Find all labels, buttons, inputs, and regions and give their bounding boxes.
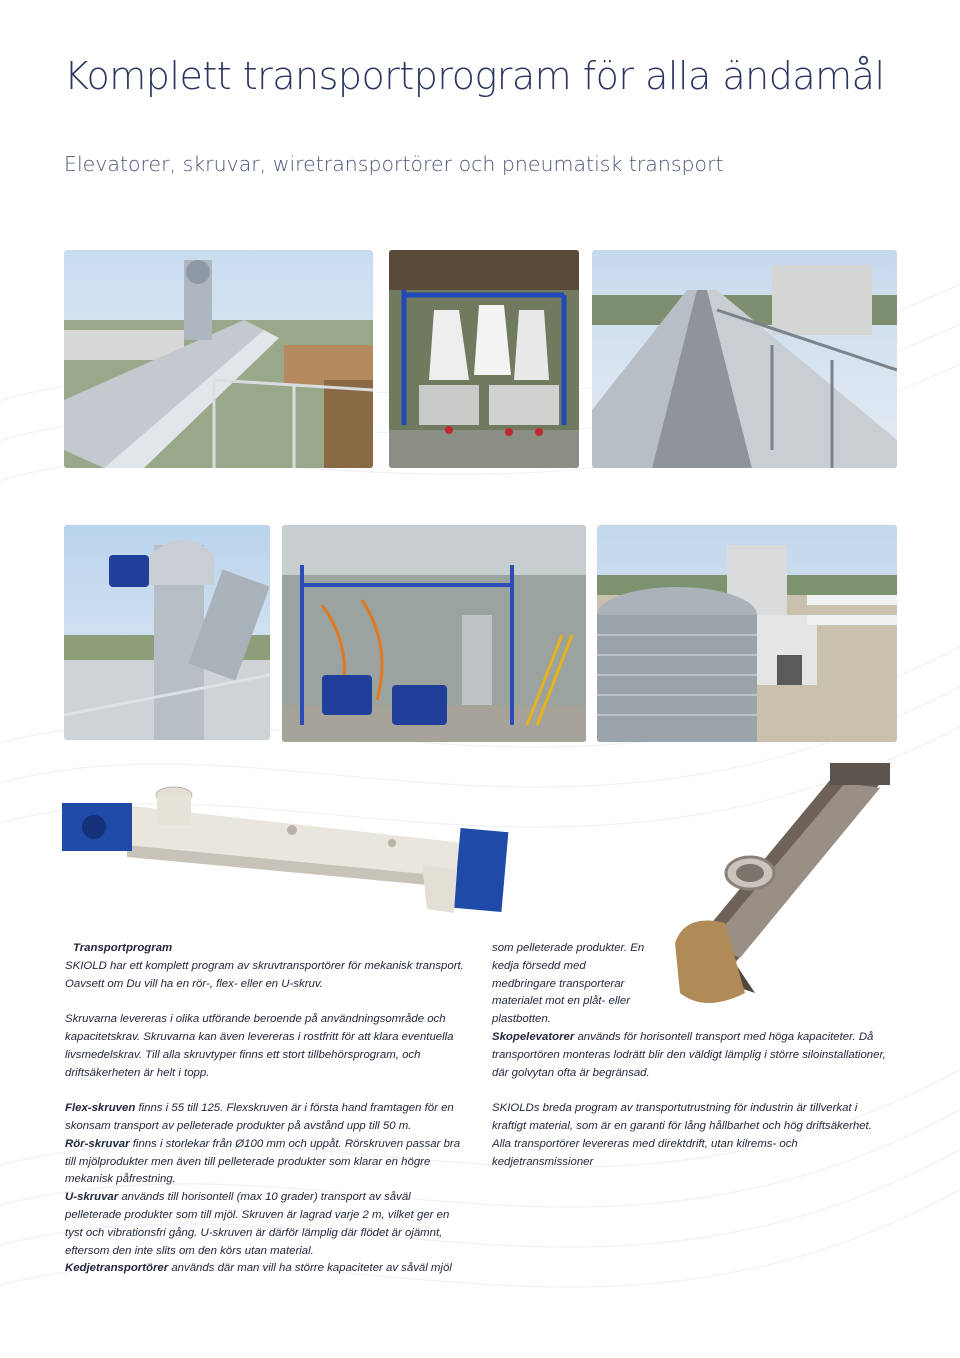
tube-screw-paragraph [65, 1136, 470, 1189]
tube-screw-keyword: Rör-skruvar [65, 1137, 130, 1150]
chain-conveyor-text: används där man vill ha större kapaciteter av såväl mjöl [168, 1262, 452, 1275]
page-title: Komplett transportprogram för alla ändamål [64, 54, 885, 98]
program-summary-paragraph: SKIOLDs breda program av transportutrustning för industrin är tillverkat i kraftigt material, som är en garanti för lång hållbarhet och hög driftsäkerhet. Alla transportörer levereras med direktdrift, utan kilrems- och kedjetransmissioner [492, 1102, 872, 1168]
photo-bucket-elevator-conveyor [64, 250, 373, 468]
left-text-column [65, 940, 470, 1278]
photo-conveyor-bridge [592, 250, 897, 468]
flex-screw-text: finns i 55 till 125. Flexskruven är i första hand framtagen för en skonsam transport av pelleterade produkter på avstånd upp till 50 m. [65, 1102, 454, 1132]
intro-paragraph: SKIOLD har ett komplett program av skruvtransportörer för mekanisk transport. Oavsett om Du vill ha en rör-, flex- eller en U-skruv. [65, 959, 464, 990]
right-text-column [492, 940, 892, 1171]
photo-feed-mill-interior [282, 525, 586, 742]
u-screw-paragraph [65, 1189, 470, 1260]
flex-screw-keyword: Flex-skruven [65, 1102, 136, 1115]
tube-screw-text: finns i storlekar från Ø100 mm och uppåt. Rörskruven passar bra till mjölprodukter men även till pelleterade produkter som klarar en högre mekanisk påfrestning. [65, 1137, 461, 1186]
photo-elevator-head [64, 525, 270, 740]
bucket-elevator-text: används för horisontell transport med höga kapaciteter. Då transportören monteras lodrätt blir den väldigt lämplig i större siloinstallationer, där golvytan ofta är begränsad. [492, 1030, 886, 1079]
bucket-elevator-paragraph [492, 1029, 892, 1082]
photo-screw-conveyor-product [62, 785, 522, 915]
page-subtitle: Elevatorer, skruvar, wiretransportörer och pneumatisk transport [64, 152, 724, 176]
chain-conveyor-keyword: Kedjetransportörer [65, 1262, 169, 1275]
flex-screw-paragraph [65, 1100, 470, 1136]
chain-conveyor-paragraph [65, 1260, 470, 1278]
u-screw-text: används till horisontell (max 10 grader) transport av såväl pelleterade produkter som till mjöl. Skruven är lagrad varje 2 m, vilket ger en tyst och vibrationsfri gång. U-skruven är därför lämplig där flödet är ojämnt, eftersom den inte slits om den körs utan material. [65, 1191, 450, 1257]
photo-silo-plant [597, 525, 897, 742]
section-heading: Transportprogram [73, 942, 173, 954]
design-paragraph: Skruvarna levereras i olika utförande beroende på användningsområde och kapacitetskrav. Skruvarna kan även levereras i rostfritt för att klara eventuella livsmedelskrav. Till alla skruvtyper finns ett stort tillbehörsprogram, och driftsäkerheten är helt i topp. [65, 1013, 454, 1079]
chain-conveyor-continued: som pelleterade produkter. En kedja försedd med medbringare transporterar materialet mot en plåt- eller plastbotten. [492, 942, 645, 1026]
u-screw-keyword: U-skruvar [65, 1191, 119, 1204]
photo-big-bag-station [389, 250, 579, 468]
bucket-elevator-keyword: Skopelevatorer [492, 1030, 575, 1043]
